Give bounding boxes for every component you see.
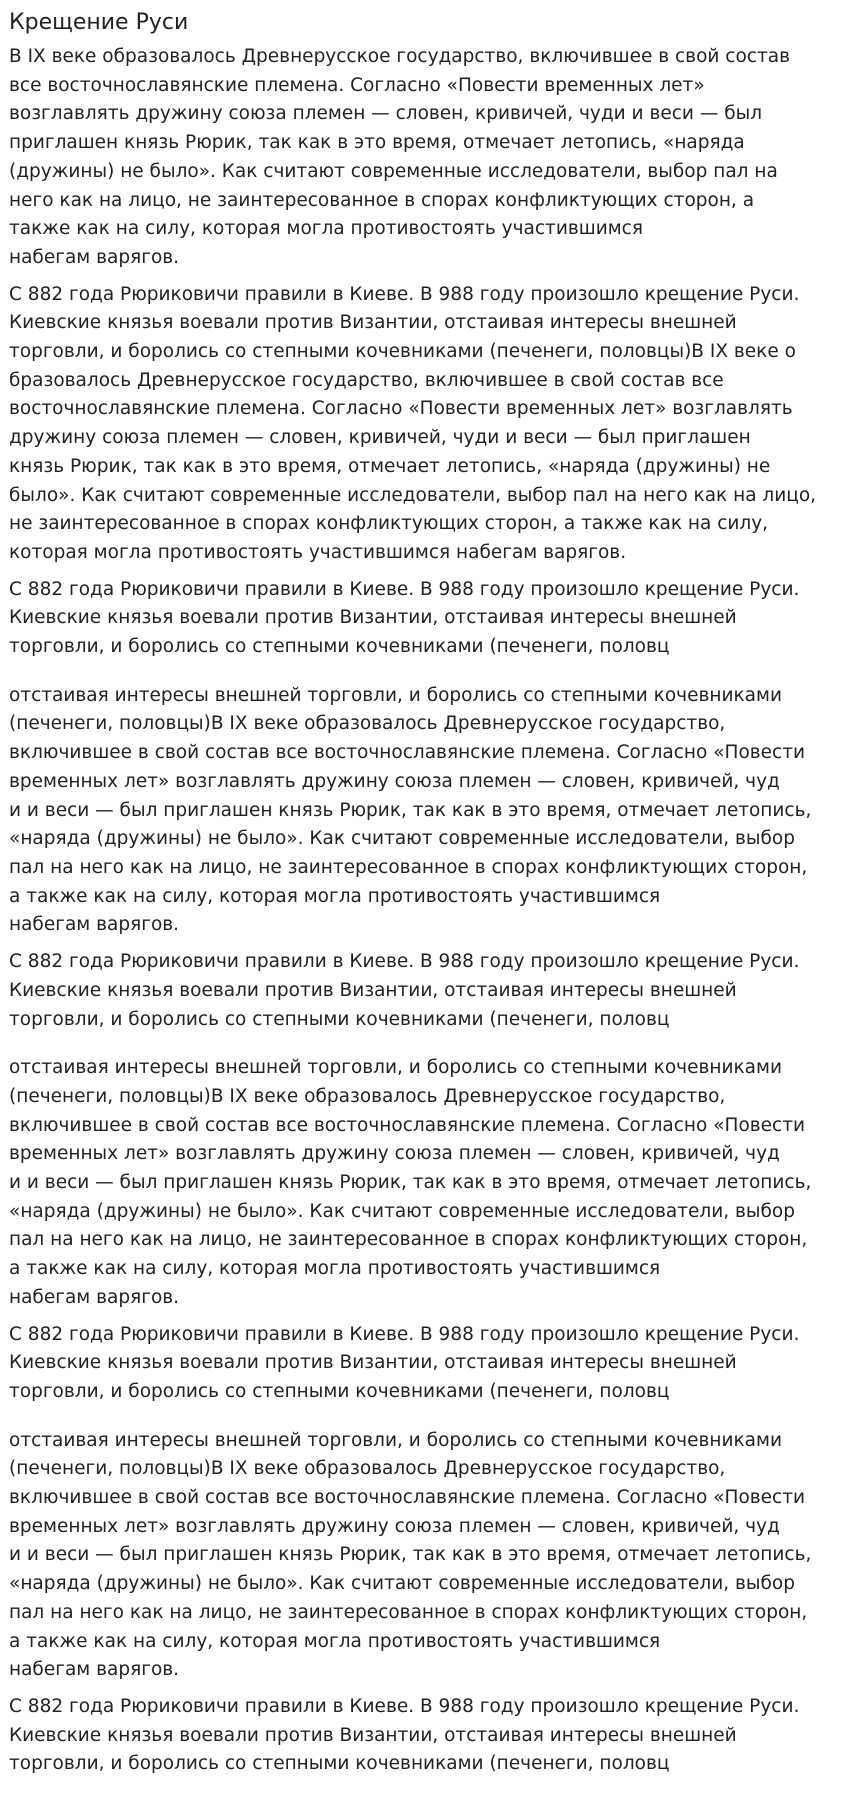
text-line: торговли, и боролись со степными кочевниками (печенеги, половц [9,636,670,658]
text-line: «наряда (дружины) не было». Как считают современные исследователи, выбор [9,1200,795,1222]
text-line: временных лет» возглавлять дружину союза племен — словен, кривичей, чуд [9,770,780,792]
text-line: приглашен князь Рюрик, так как в это время, отмечает летопись, «наряда [9,132,745,154]
paragraph-spacer [9,1415,838,1427]
text-line: а также как на силу, которая могла противостоять участившимся [9,1258,661,1280]
text-line: включившее в свой состав все восточнославянские племена. Согласно «Повести [9,742,806,764]
paragraph [9,948,838,1034]
text-line: и и веси — был приглашен князь Рюрик, так как в это время, отмечает летопись, [9,1544,812,1566]
page-title: Крещение Руси [9,10,189,35]
text-line: отстаивая интересы внешней торговли, и боролись со степными кочевниками [9,1429,782,1451]
text-line: (печенеги, половцы)В IX веке образовалось Древнерусское государство, [9,713,726,735]
text-line: Киевские князья воевали против Византии, отстаивая интересы внешней [9,1352,737,1374]
text-line: включившее в свой состав все восточнославянские племена. Согласно «Повести [9,1114,806,1136]
paragraph [9,1321,838,1407]
text-line: торговли, и боролись со степными кочевниками (печенеги, половц [9,1380,670,1402]
text-line: (дружины) не было». Как считают современные исследователи, выбор пал на [9,160,778,182]
text-line: было». Как считают современные исследователи, выбор пал на него как на лицо, [9,484,817,506]
paragraph [9,1693,838,1779]
text-line: набегам варягов. [9,246,180,268]
text-line: а также как на силу, которая могла противостоять участившимся [9,1630,661,1652]
text-line: а также как на силу, которая могла противостоять участившимся [9,885,661,907]
paragraph-spacer [9,670,838,682]
text-line: Киевские князья воевали против Византии, отстаивая интересы внешней [9,1724,737,1746]
text-line: В IX веке образовалось Древнерусское государство, включившее в свой состав [9,46,790,67]
text-line: С 882 года Рюриковичи правили в Киеве. В 988 году произошло крещение Руси. [9,951,800,973]
text-line: и и веси — был приглашен князь Рюрик, так как в это время, отмечает летопись, [9,1172,812,1194]
text-line: пал на него как на лицо, не заинтересованное в спорах конфликтующих сторон, [9,1601,808,1623]
text-line: набегам варягов. [9,1286,180,1308]
article-body [9,43,838,1779]
text-line: торговли, и боролись со степными кочевниками (печенеги, половцы)В IX веке о [9,341,796,363]
text-line: С 882 года Рюриковичи правили в Киеве. В 988 году произошло крещение Руси. [9,1323,800,1345]
text-line: князь Рюрик, так как в это время, отмечает летопись, «наряда (дружины) не [9,455,771,477]
text-line: (печенеги, половцы)В IX веке образовалось Древнерусское государство, [9,1458,726,1480]
text-line: пал на него как на лицо, не заинтересованное в спорах конфликтующих сторон, [9,1229,808,1251]
paragraph [9,576,838,662]
text-line: также как на силу, которая могла противостоять участившимся [9,218,643,240]
paragraph [9,1054,838,1312]
text-line: него как на лицо, не заинтересованное в спорах конфликтующих сторон, а [9,189,755,211]
text-line: временных лет» возглавлять дружину союза племен — словен, кривичей, чуд [9,1143,780,1165]
text-line: набегам варягов. [9,1659,180,1681]
paragraph [9,281,838,568]
text-line: включившее в свой состав все восточнославянские племена. Согласно «Повести [9,1487,806,1509]
text-line: все восточнославянские племена. Согласно «Повести временных лет» [9,74,705,96]
text-line: пал на него как на лицо, не заинтересованное в спорах конфликтующих сторон, [9,856,808,878]
text-line: которая могла противостоять участившимся набегам варягов. [9,541,627,563]
text-line: бразовалось Древнерусское государство, включившее в свой состав все [9,369,724,391]
text-line: отстаивая интересы внешней торговли, и боролись со степными кочевниками [9,684,782,706]
paragraph [9,1427,838,1685]
text-line: С 882 года Рюриковичи правили в Киеве. В 988 году произошло крещение Руси. [9,578,800,600]
text-line: возглавлять дружину союза племен — словен, кривичей, чуди и веси — был [9,103,763,125]
text-line: не заинтересованное в спорах конфликтующих сторон, а также как на силу, [9,513,769,535]
text-line: и и веси — был приглашен князь Рюрик, так как в это время, отмечает летопись, [9,799,812,821]
text-line: торговли, и боролись со степными кочевниками (печенеги, половц [9,1753,670,1775]
text-line: Киевские князья воевали против Византии, отстаивая интересы внешней [9,312,737,334]
paragraph [9,43,838,273]
text-line: набегам варягов. [9,914,180,936]
text-line: (печенеги, половцы)В IX веке образовалось Древнерусское государство, [9,1085,726,1107]
text-line: «наряда (дружины) не было». Как считают современные исследователи, выбор [9,1573,795,1595]
text-line: Киевские князья воевали против Византии, отстаивая интересы внешней [9,607,737,629]
paragraph-spacer [9,1042,838,1054]
text-line: Киевские князья воевали против Византии, отстаивая интересы внешней [9,979,737,1001]
text-line: отстаивая интересы внешней торговли, и боролись со степными кочевниками [9,1057,782,1079]
text-line: временных лет» возглавлять дружину союза племен — словен, кривичей, чуд [9,1515,780,1537]
text-line: торговли, и боролись со степными кочевниками (печенеги, половц [9,1008,670,1030]
text-line: «наряда (дружины) не было». Как считают современные исследователи, выбор [9,828,795,850]
text-line: дружину союза племен — словен, кривичей, чуди и веси — был приглашен [9,427,751,449]
text-line: С 882 года Рюриковичи правили в Киеве. В 988 году произошло крещение Руси. [9,283,800,305]
paragraph [9,682,838,940]
text-line: С 882 года Рюриковичи правили в Киеве. В 988 году произошло крещение Руси. [9,1695,800,1717]
text-line: восточнославянские племена. Согласно «Повести временных лет» возглавлять [9,398,793,420]
